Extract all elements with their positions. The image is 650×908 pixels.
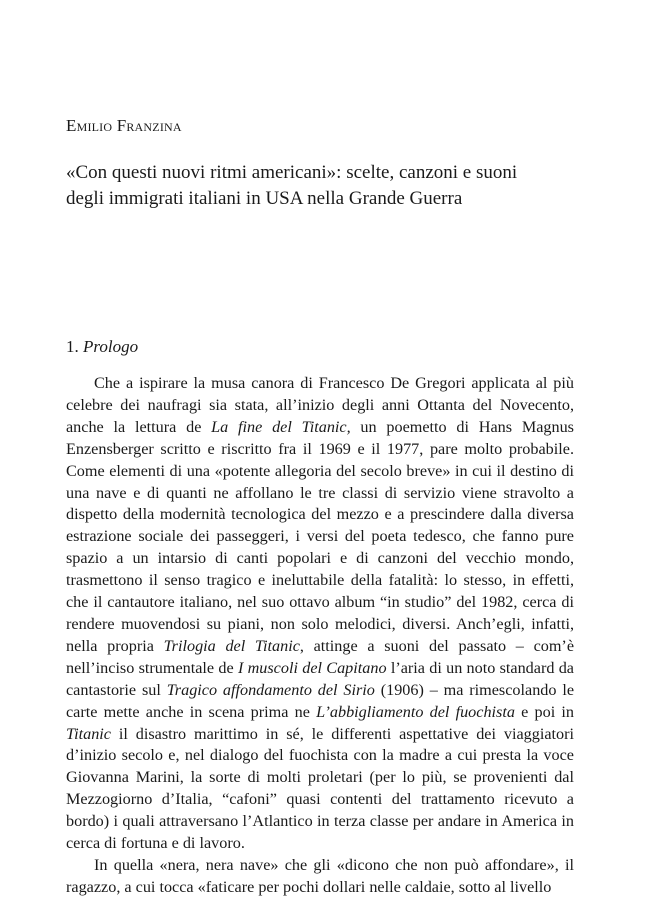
body-text: [66, 373, 574, 899]
section-number: 1.: [66, 337, 83, 356]
work-title-trilogia-del-titanic: Trilogia del Titanic: [163, 636, 300, 655]
paragraph-1-text-6: e poi in: [514, 702, 574, 721]
section-name: Prologo: [83, 337, 139, 356]
paragraph-1-text-1: Che a ispirare la musa canora di Francesco De Gregori applicata al più celebre dei naufragi sia stata, all’inizio degli anni Ottanta del Novecento, anche la lettura de: [66, 374, 574, 436]
paragraph-1-text-7: il disastro marittimo in sé, le differenti aspettative dei viaggiatori d’inizio secolo e, nel dialogo del fuochista con la madre a cui presta la voce Giovanna Marini, la sorte di molti proletari (per lo più, se provenienti dal Mezzogiorno d’Italia, “cafoni” quasi contenti del trattamento ricevuto a bordo) i quali attraversano l’Atlantico in terza classe per andare in America in cerca di fortuna e di lavoro.: [66, 724, 574, 853]
chapter-title: [66, 160, 586, 212]
work-title-titanic: Titanic: [66, 724, 111, 743]
paragraph-1-text-3: , attinge a suoni del passato – com’è nell’inciso strumentale de: [66, 636, 575, 677]
chapter-title-line-2: degli immigrati italiani in USA nella Grande Guerra: [66, 188, 463, 209]
work-title-i-muscoli-del-capitano: I muscoli del Capitano: [237, 658, 387, 677]
paragraph-1-text-5: (1906) – ma rimescolando le carte mette anche in scena prima ne: [66, 680, 574, 721]
section-heading: [66, 337, 138, 357]
paragraph-2: [66, 855, 574, 899]
work-title-abbigliamento-del-fuochista: L’abbigliamento del fuochista: [316, 702, 515, 721]
paragraph-2-text-1: In quella «nera, nera nave» che gli «dicono che non può affondare», il ragazzo, a cui tocca «faticare per pochi dollari nelle caldaie, sotto al livello: [66, 855, 574, 896]
work-title-tragico-affondamento-del-sirio: Tragico affondamento del Sirio: [166, 680, 375, 699]
paragraph-1-text-2: un poemetto di Hans Magnus Enzensberger scritto e riscritto fra il 1969 e il 1977, pare molto probabile. Come elementi di una «potente allegoria del secolo breve» in cui il destino di una nave e di quanti ne affollano le tre classi di servizio viene stravolto a dispetto della modernità tecnologica del mezzo e a prescindere dalla diversa estrazione sociale dei passeggeri, i versi del poeta tedesco, che fanno pure spazio a un intarsio di canti popolari e di canzoni del vecchio mondo, trasmettono il senso tragico e ineluttabile della fatalità: lo stesso, in effetti, che il cantautore italiano, nel suo ottavo album “in studio” del 1982, cerca di rendere muovendosi su piani, non solo melodici, diversi. Anch’egli, infatti, nella propria: [66, 417, 574, 655]
paragraph-1-text-4: l’aria di un noto standard da cantastorie sul: [66, 658, 574, 699]
paragraph-1: [66, 373, 574, 855]
chapter-title-line-1: «Con questi nuovi ritmi americani»: scelte, canzoni e suoni: [66, 162, 518, 183]
work-title-la-fine-del-titanic: La fine del Titanic,: [211, 417, 351, 436]
author-name: Emilio Franzina: [66, 116, 182, 135]
